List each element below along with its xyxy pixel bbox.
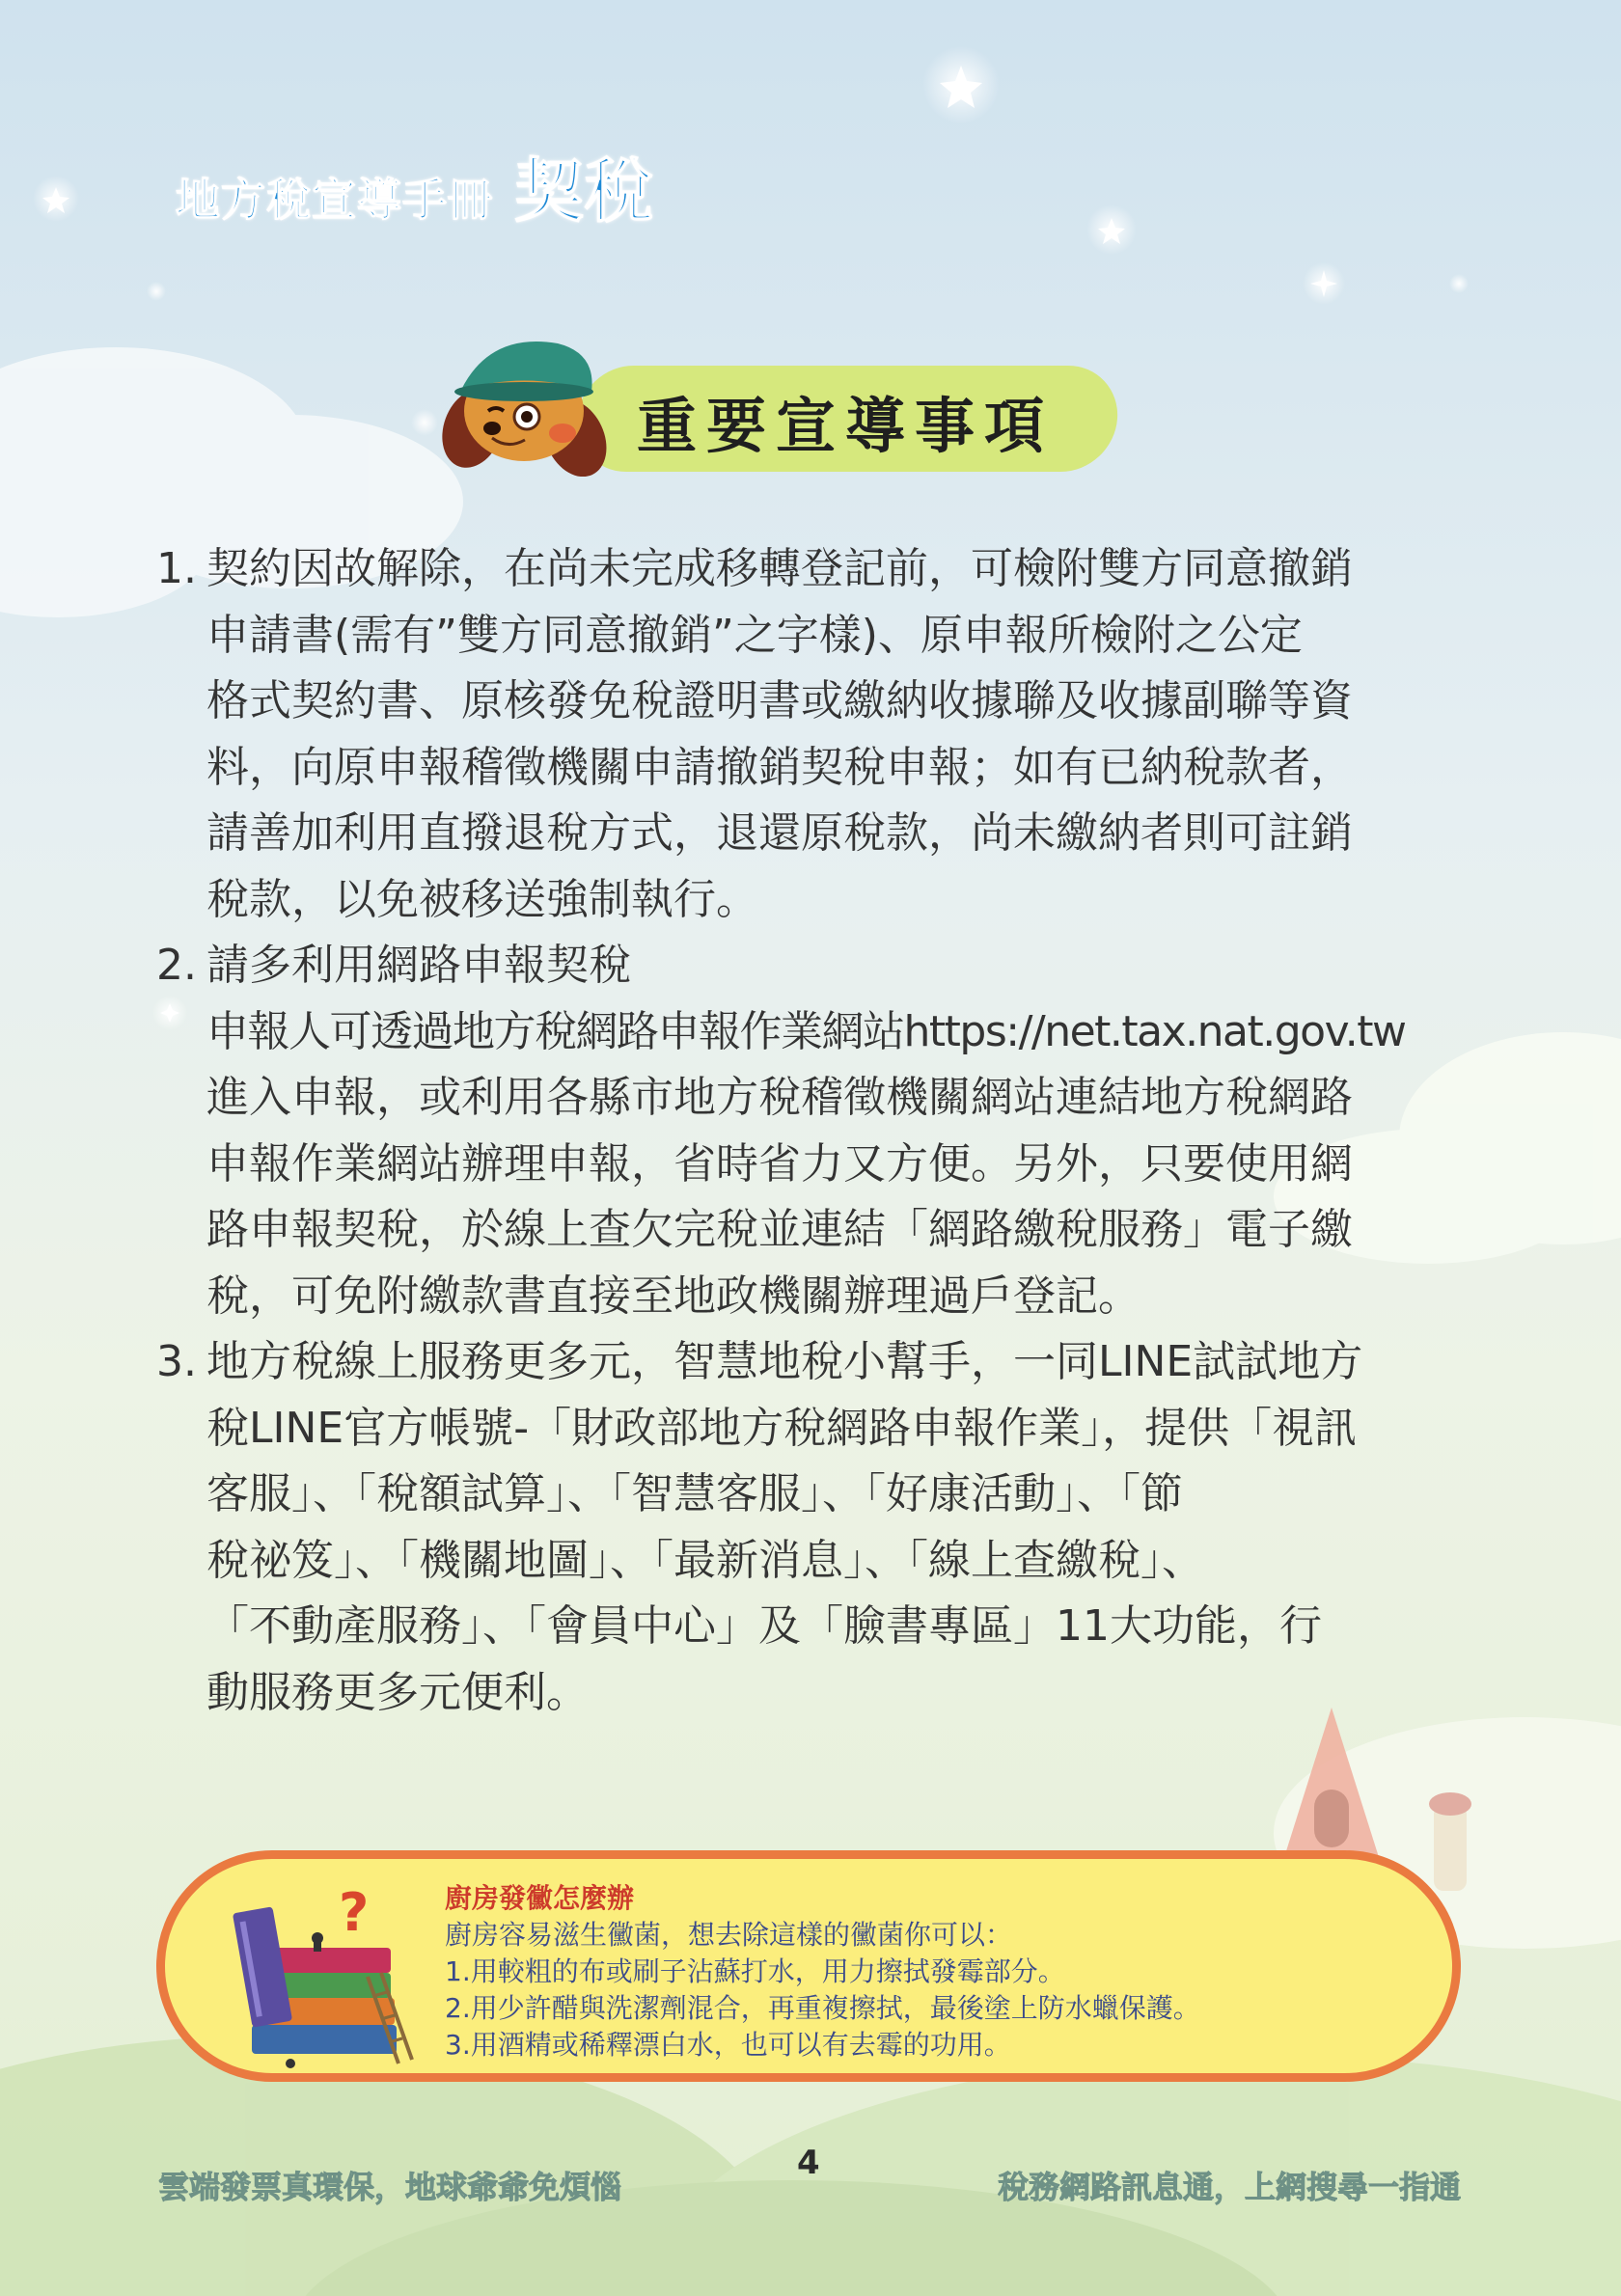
tip-step: 1.用較粗的布或刷子沾蘇打水，用力擦拭發霉部分。: [445, 1955, 1065, 1987]
footer-left-slogan: 雲端發票真環保，地球爺爺免煩惱: [158, 2169, 622, 2205]
handbook-header: [176, 135, 653, 235]
handbook-topic-title: 契稅: [514, 150, 654, 232]
notice-line: 動服務更多元便利。: [206, 1667, 589, 1717]
notice-number: 2.: [156, 941, 197, 990]
dog-mascot-icon: [432, 332, 616, 477]
notice-line: 料，向原申報稽徵機關申請撤銷契稅申報；如有已納稅款者，: [206, 742, 1353, 792]
tip-title: 廚房發黴怎麼辦: [445, 1882, 635, 1914]
tip-intro: 廚房容易滋生黴菌，想去除這樣的黴菌你可以：: [445, 1919, 1013, 1951]
notice-line: 地方稅線上服務更多元，智慧地稅小幫手，一同LINE試試地方: [206, 1337, 1363, 1386]
notice-line: 路申報契稅，於線上查欠完稅並連結「網路繳稅服務」電子繳: [206, 1205, 1353, 1254]
section-banner: [432, 332, 1166, 477]
footer-right-slogan: 稅務網路訊息通，上網搜尋一指通: [997, 2169, 1461, 2205]
notice-line: 申報作業網站辦理申報，省時省力又方便。另外，只要使用網: [206, 1138, 1353, 1189]
notice-line: 契約因故解除，在尚未完成移轉登記前，可檢附雙方同意撤銷: [206, 544, 1353, 593]
notice-item-2: [156, 933, 1459, 1329]
notice-line: 稅LINE官方帳號-「財政部地方稅網路申報作業」，提供「視訊: [206, 1403, 1358, 1453]
notice-item-1: [156, 536, 1459, 933]
notice-body: [206, 1329, 1459, 1726]
notice-number: 1.: [156, 544, 197, 593]
tip-text: [445, 1880, 1410, 2064]
notice-list: [156, 536, 1459, 1726]
notice-line: 申報人可透過地方稅網路申報作業網站https://net.tax.nat.gov.tw: [206, 1006, 1406, 1056]
tip-step: 2.用少許醋與洗潔劑混合，再重複擦拭，最後塗上防水蠟保護。: [445, 1992, 1200, 2024]
notice-line: 稅祕笈」、「機關地圖」、「最新消息」、「線上查繳稅」、: [206, 1535, 1204, 1585]
notice-line: 「不動產服務」、「會員中心」及「臉書專區」11大功能，行: [206, 1601, 1322, 1651]
tip-box: [156, 1850, 1461, 2082]
notice-body: [206, 536, 1459, 933]
tip-step: 3.用酒精或稀釋漂白水，也可以有去霉的功用。: [445, 2029, 1011, 2061]
notice-line: 稅，可免附繳款書直接至地政機關辦理過戶登記。: [206, 1271, 1140, 1321]
page-number: 4: [797, 2144, 820, 2182]
notice-heading: 請多利用網路申報契稅: [206, 941, 631, 990]
notice-item-3: [156, 1329, 1459, 1726]
svg-text:?: ?: [339, 1882, 370, 1943]
notice-line: 稅款，以免被移送強制執行。: [206, 874, 758, 924]
notice-line: 客服」、「稅額試算」、「智慧客服」、「好康活動」、「節: [206, 1469, 1183, 1518]
notice-line: 格式契約書、原核發免稅證明書或繳納收據聯及收據副聯等資: [206, 676, 1353, 725]
banner-title: 重要宣導事項: [637, 391, 1055, 461]
notice-line: 申請書(需有”雙方同意撤銷”之字樣)、原申報所檢附之公定: [206, 610, 1303, 660]
notice-number: 3.: [156, 1337, 197, 1386]
notice-body: [206, 933, 1459, 1329]
books-question-icon: [233, 1880, 416, 2073]
notice-line: 請善加利用直撥退稅方式，退還原稅款，尚未繳納者則可註銷: [206, 808, 1353, 858]
handbook-series-title: 地方稅宣導手冊: [176, 174, 493, 226]
notice-line: 進入申報，或利用各縣市地方稅稽徵機關網站連結地方稅網路: [206, 1073, 1353, 1122]
